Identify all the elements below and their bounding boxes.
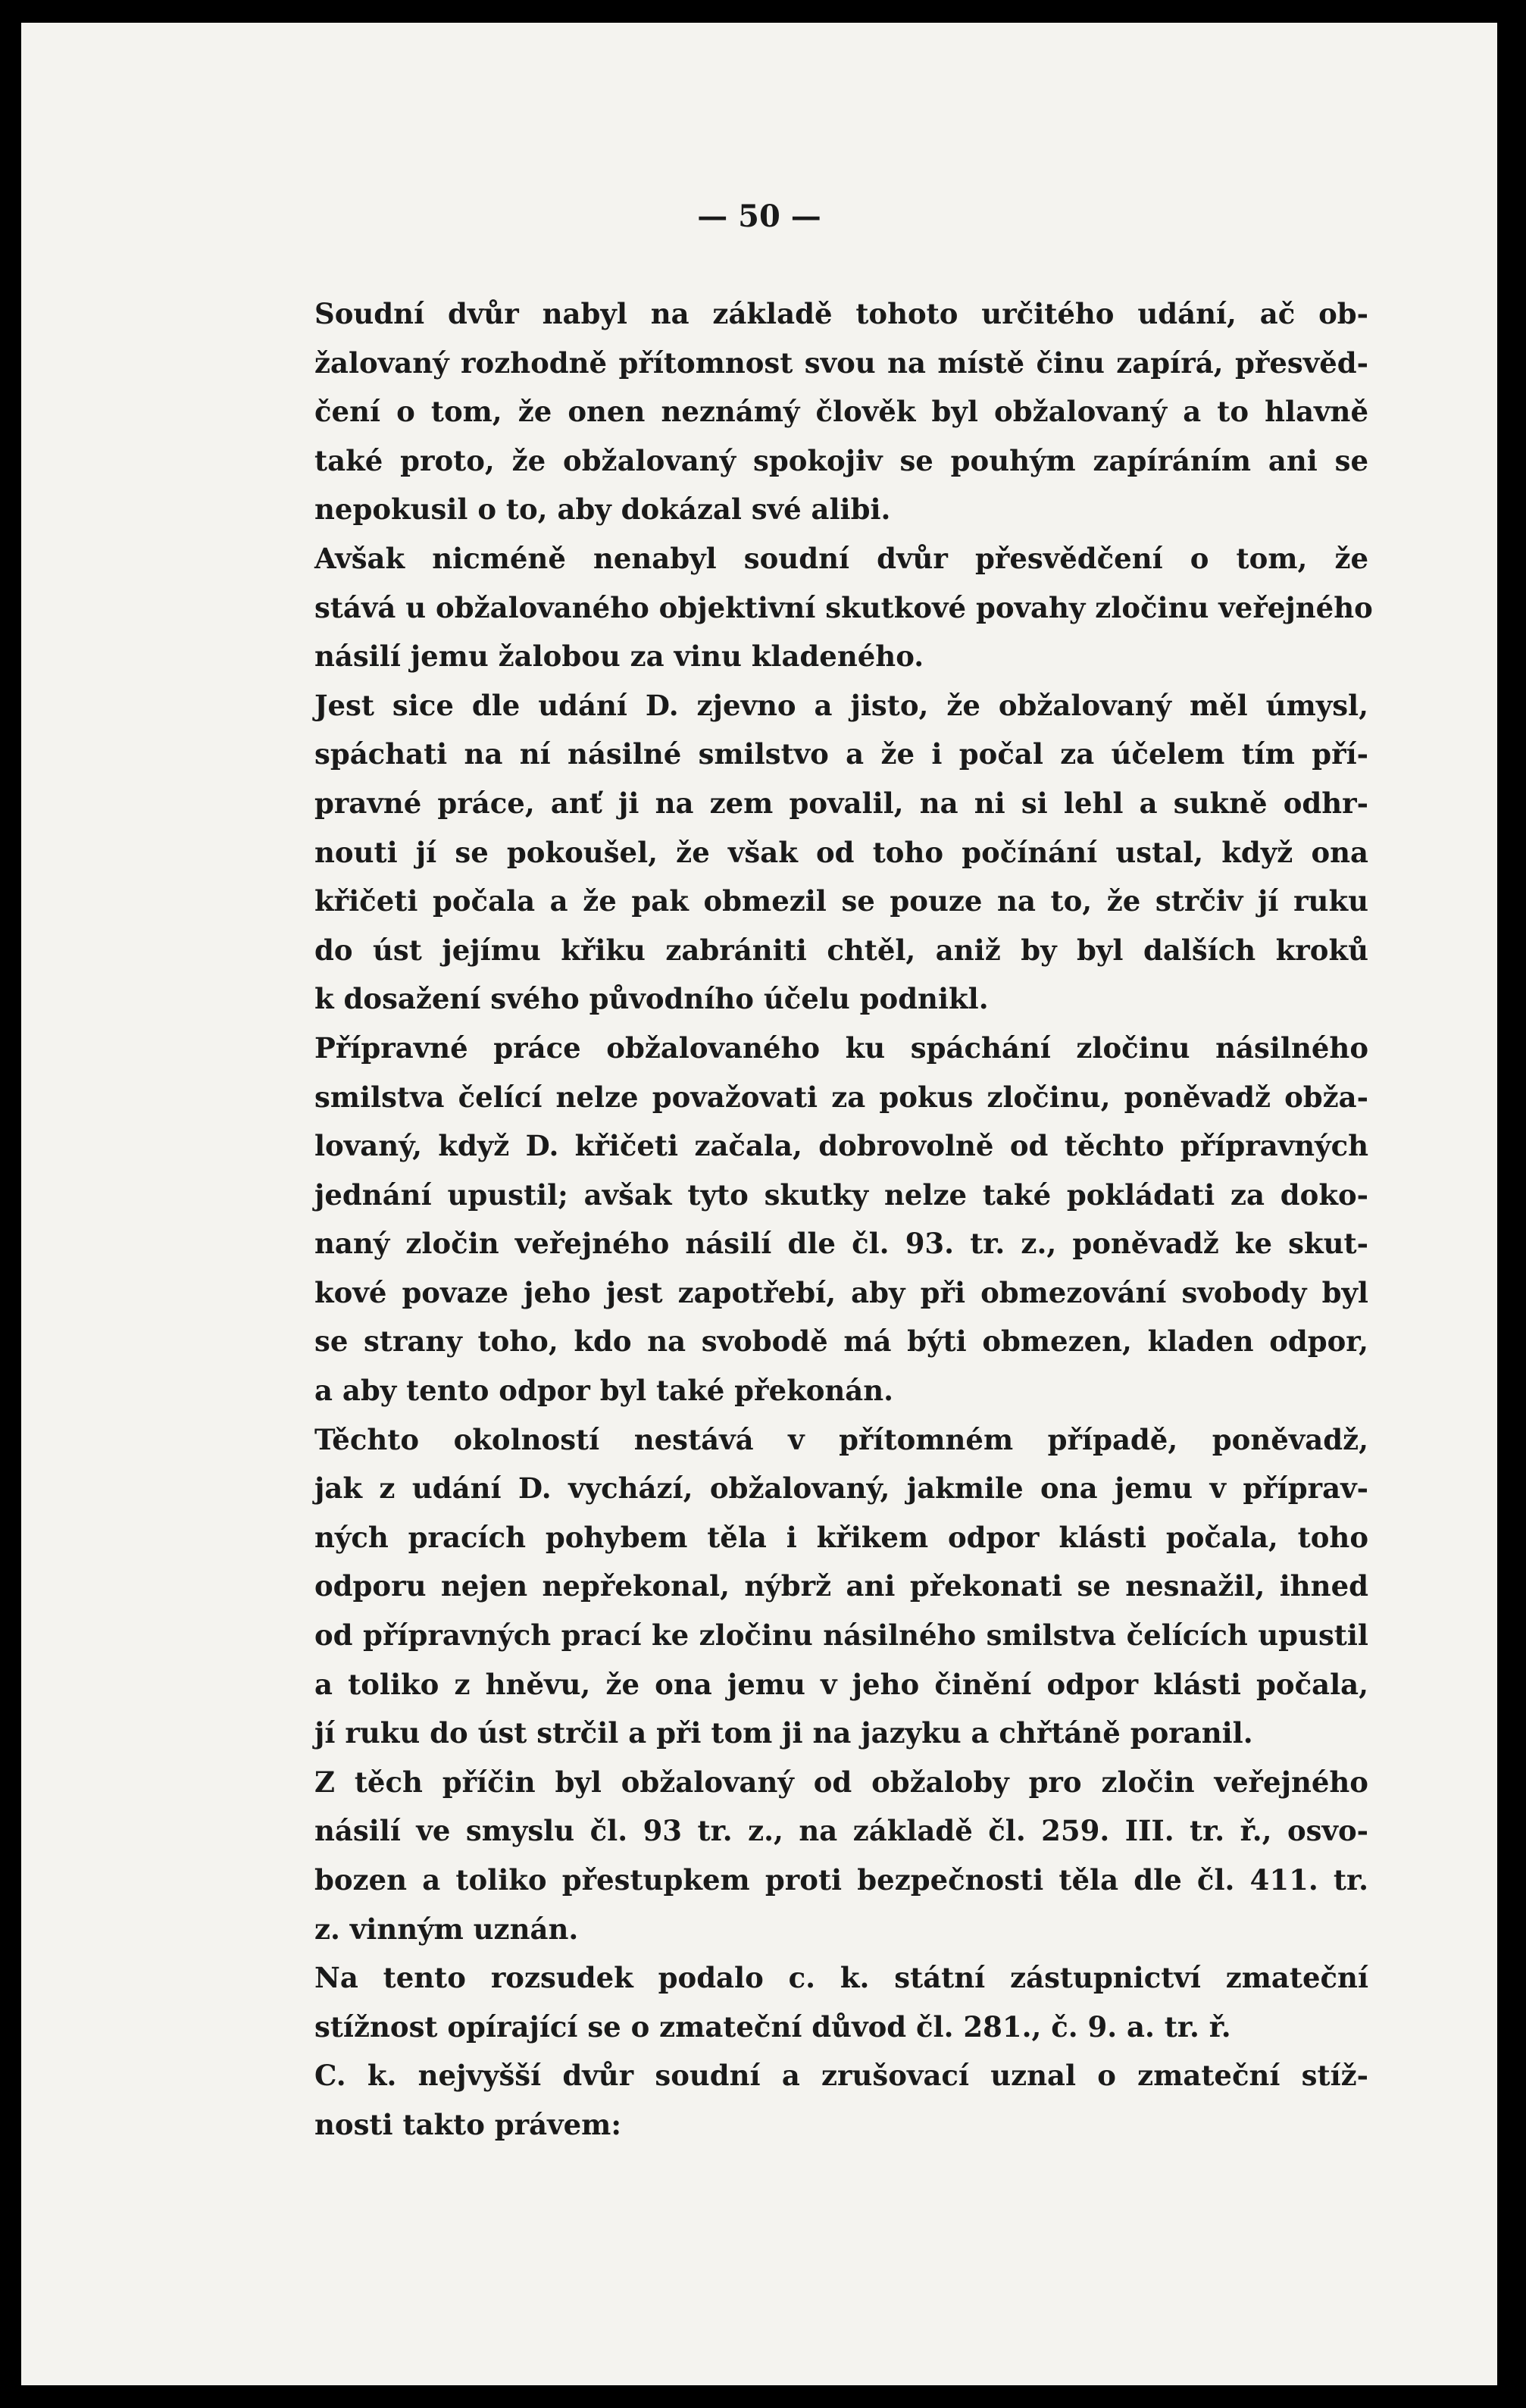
text-line: křičeti počala a že pak obmezil se pouze na to, že strčiv jí ruku [314, 884, 1368, 918]
paragraph [220, 1415, 1368, 1758]
text-line: z. vinným uznán. [314, 1912, 579, 1946]
paragraph [220, 1758, 1368, 1953]
text-line: stížnost opírající se o zmateční důvod čl. 281., č. 9. a. tr. ř. [314, 2009, 1231, 2044]
text-line: a aby tento odpor byl také překonán. [314, 1374, 894, 1408]
text-line: Přípravné práce obžalovaného ku spáchání zločinu násilného [314, 1030, 1368, 1065]
text-line: Těchto okolností nestává v přítomném případě, poněvadž, [314, 1422, 1368, 1456]
text-line: násilí jemu žalobou za vinu kladeného. [314, 640, 924, 674]
text-line: Jest sice dle udání D. zjevno a jisto, že obžalovaný měl úmysl, [314, 688, 1368, 722]
text-line: jak z udání D. vychází, obžalovaný, jakmile ona jemu v příprav- [314, 1471, 1368, 1506]
text-line: nouti jí se pokoušel, že však od toho počínání ustal, když ona [314, 835, 1368, 869]
text-line: žalovaný rozhodně přítomnost svou na místě činu zapírá, přesvěd- [314, 346, 1368, 380]
text-line: od přípravných prací ke zločinu násilného smilstva čelících upustil [314, 1618, 1368, 1653]
book-page [21, 23, 1497, 2385]
text-line: také proto, že obžalovaný spokojiv se pouhým zapíráním ani se [314, 443, 1368, 477]
text-line: odporu nejen nepřekonal, nýbrž ani překonati se nesnažil, ihned [314, 1569, 1368, 1603]
text-line: jednání upustil; avšak tyto skutky nelze také pokládati za doko- [314, 1177, 1368, 1212]
text-line: pravné práce, anť ji na zem povalil, na ni si lehl a sukně odhr- [314, 786, 1368, 820]
body-text [220, 289, 1373, 2150]
text-line: čení o tom, že onen neznámý člověk byl obžalovaný a to hlavně [314, 395, 1368, 429]
text-line: Avšak nicméně nenabyl soudní dvůr přesvědčení o tom, že [314, 541, 1368, 575]
text-line: Z těch příčin byl obžalovaný od obžaloby pro zločin veřejného [314, 1765, 1368, 1799]
page-number: — 50 — [697, 199, 821, 234]
paragraph [220, 2051, 1368, 2149]
text-line: lovaný, když D. křičeti začala, dobrovolně od těchto přípravných [314, 1129, 1368, 1163]
text-line: naný zločin veřejného násilí dle čl. 93. tr. z., poněvadž ke skut- [314, 1227, 1368, 1261]
text-line: bozen a toliko přestupkem proti bezpečnosti těla dle čl. 411. tr. [314, 1863, 1368, 1897]
text-line: kové povaze jeho jest zapotřebí, aby při obmezování svobody byl [314, 1275, 1368, 1309]
paragraph [220, 1953, 1368, 2051]
text-line: Na tento rozsudek podalo c. k. státní zástupnictví zmateční [314, 1961, 1368, 1995]
text-line: nepokusil o to, aby dokázal své alibi. [314, 493, 891, 527]
text-line: spáchati na ní násilné smilstvo a že i počal za účelem tím pří- [314, 737, 1368, 771]
text-line: jí ruku do úst strčil a při tom ji na jazyku a chřtáně poranil. [314, 1716, 1253, 1750]
paragraph [220, 534, 1373, 681]
text-line: smilstva čelící nelze považovati za pokus zločinu, poněvadž obža- [314, 1080, 1368, 1114]
text-line: násilí ve smyslu čl. 93 tr. z., na základě čl. 259. III. tr. ř., osvo- [314, 1814, 1368, 1848]
text-line: nosti takto právem: [314, 2107, 621, 2141]
text-line: se strany toho, kdo na svobodě má býti obmezen, kladen odpor, [314, 1324, 1368, 1359]
text-line: a toliko z hněvu, že ona jemu v jeho činění odpor klásti počala, [314, 1667, 1368, 1701]
text-line: do úst jejímu křiku zabrániti chtěl, aniž by byl dalších kroků [314, 933, 1368, 967]
text-line: ných pracích pohybem těla i křikem odpor klásti počala, toho [314, 1520, 1368, 1554]
paragraph [220, 289, 1368, 534]
paragraph [220, 1024, 1368, 1415]
text-line: k dosažení svého původního účelu podnikl. [314, 982, 989, 1016]
text-line: Soudní dvůr nabyl na základě tohoto určitého udání, ač ob- [314, 297, 1368, 330]
text-line: C. k. nejvyšší dvůr soudní a zrušovací uznal o zmateční stíž- [314, 2059, 1368, 2093]
text-line: stává u obžalovaného objektivní skutkové povahy zločinu veřejného [314, 590, 1373, 624]
paragraph [220, 681, 1368, 1024]
